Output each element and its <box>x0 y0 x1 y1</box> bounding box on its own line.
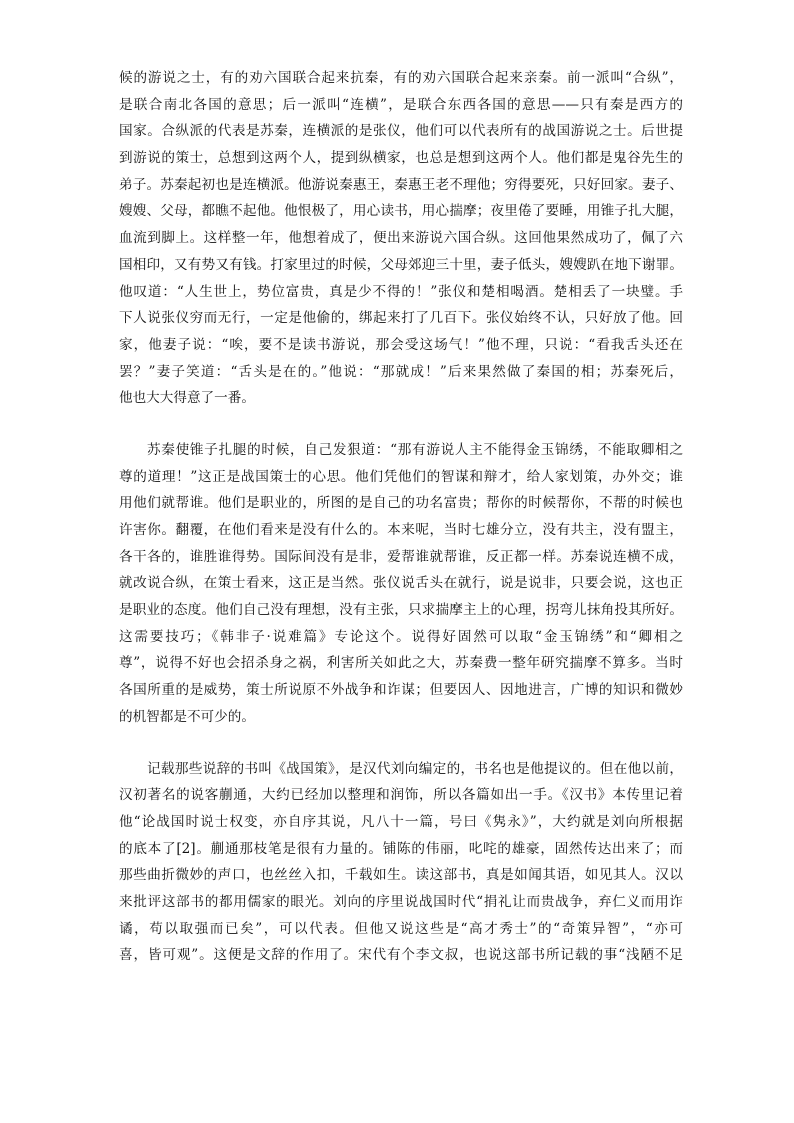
text-line: 他“论战国时说士权变，亦自序其说，凡八十一篇，号曰《隽永》”，大约就是刘向所根据 <box>119 813 683 830</box>
text-line: 记载那些说辞的书叫《战国策》，是汉代刘向编定的，书名也是他提议的。但在他以前， <box>147 760 683 777</box>
text-line: 的机智都是不可少的。 <box>119 708 255 725</box>
text-line: 许害你。翻覆，在他们看来是没有什么的。本来呢，当时七雄分立，没有共主，没有盟主， <box>119 522 683 538</box>
text-line: 喜，皆可观”。这便是文辞的作用了。宋代有个李文叔，也说这部书所记载的事“浅陋不足 <box>119 947 683 964</box>
text-line: 嫂嫂、父母，都瞧不起他。他恨极了，用心读书，用心揣摩；夜里倦了要睡，用锥子扎大腿， <box>119 203 683 220</box>
text-line: 这需要技巧；《韩非子·说难篇》专论这个。说得好固然可以取“金玉锦绣”和“卿相之 <box>119 628 683 645</box>
text-line: 到游说的策士，总想到这两个人，提到纵横家，也总是想到这两个人。他们都是鬼谷先生的 <box>119 150 683 167</box>
text-line: 弟子。苏秦起初也是连横派。他游说秦惠王，秦惠王老不理他；穷得要死，只好回家。妻子、 <box>119 176 683 193</box>
paragraph-1 <box>119 65 683 412</box>
text-line: 是联合南北各国的意思；后一派叫“连横”，是联合东西各国的意思——只有秦是西方的 <box>119 96 683 113</box>
text-line: 下人说张仪穷而无行，一定是他偷的，绑起来打了几百下。张仪始终不认，只好放了他。回 <box>119 310 683 327</box>
text-line: 他叹道：“人生世上，势位富贵，真是少不得的！”张仪和楚相喝酒。楚相丢了一块璧。手 <box>119 283 683 300</box>
text-line: 国家。合纵派的代表是苏秦，连横派的是张仪，他们可以代表所有的战国游说之士。后世提 <box>119 123 683 140</box>
paragraph-3 <box>119 756 683 970</box>
text-line: 谲，苟以取强而已矣”，可以代表。但他又说这些是“高才秀士”的“奇策异智”，“亦可 <box>119 920 683 937</box>
text-line: 血流到脚上。这样整一年，他想着成了，便出来游说六国合纵。这回他果然成功了，佩了六 <box>119 230 683 247</box>
text-line: 罢？”妻子笑道：“舌头是在的。”他说：“那就成！”后来果然做了秦国的相；苏秦死后， <box>119 363 683 380</box>
text-line: 是职业的态度。他们自己没有理想，没有主张，只求揣摩主上的心理，拐弯儿抹角投其所好。 <box>119 602 683 619</box>
text-line: 国相印，又有势又有钱。打家里过的时候，父母郊迎三十里，妻子低头，嫂嫂趴在地下谢罪。 <box>119 256 683 273</box>
text-line: 尊的道理！”这正是战国策士的心思。他们凭他们的智谋和辩才，给人家划策，办外交；谁 <box>119 468 683 485</box>
text-line: 用他们就帮谁。他们是职业的，所图的是自己的功名富贵；帮你的时候帮你，不帮的时候也 <box>119 495 683 512</box>
text-line: 家，他妻子说：“唉，要不是读书游说，那会受这场气！”他不理，只说：“看我舌头还在 <box>119 336 683 353</box>
text-line: 汉初著名的说客蒯通，大约已经加以整理和润饰，所以各篇如出一手。《汉书》本传里记着 <box>119 787 683 804</box>
paragraph-2 <box>119 437 683 731</box>
text-line: 他也大大得意了一番。 <box>119 390 255 407</box>
text-line: 候的游说之士，有的劝六国联合起来抗秦，有的劝六国联合起来亲秦。前一派叫“合纵”， <box>119 70 683 86</box>
text-line: 的底本了[2]。蒯通那枝笔是很有力量的。铺陈的伟丽，叱咤的雄豪，固然传达出来了；而 <box>119 840 683 857</box>
text-line: 那些曲折微妙的声口，也丝丝入扣，千载如生。读这部书，真是如闻其语，如见其人。汉以 <box>119 867 683 884</box>
text-line: 尊”，说得不好也会招杀身之祸，利害所关如此之大，苏秦费一整年研究揣摩不算多。当时 <box>119 655 683 672</box>
text-line: 苏秦使锥子扎腿的时候，自己发狠道：“那有游说人主不能得金玉锦绣，不能取卿相之 <box>147 441 683 458</box>
text-line: 就改说合纵，在策士看来，这正是当然。张仪说舌头在就行，说是说非，只要会说，这也正 <box>119 575 683 592</box>
text-line: 来批评这部书的都用儒家的眼光。刘向的序里说战国时代“捐礼让而贵战争，弃仁义而用诈 <box>119 893 683 910</box>
text-line: 各干各的，谁胜谁得势。国际间没有是非，爱帮谁就帮谁，反正都一样。苏秦说连横不成， <box>119 548 683 565</box>
text-line: 各国所重的是威势，策士所说原不外战争和诈谋；但要因人、因地进言，广博的知识和微妙 <box>119 682 683 699</box>
document-page <box>119 65 683 969</box>
